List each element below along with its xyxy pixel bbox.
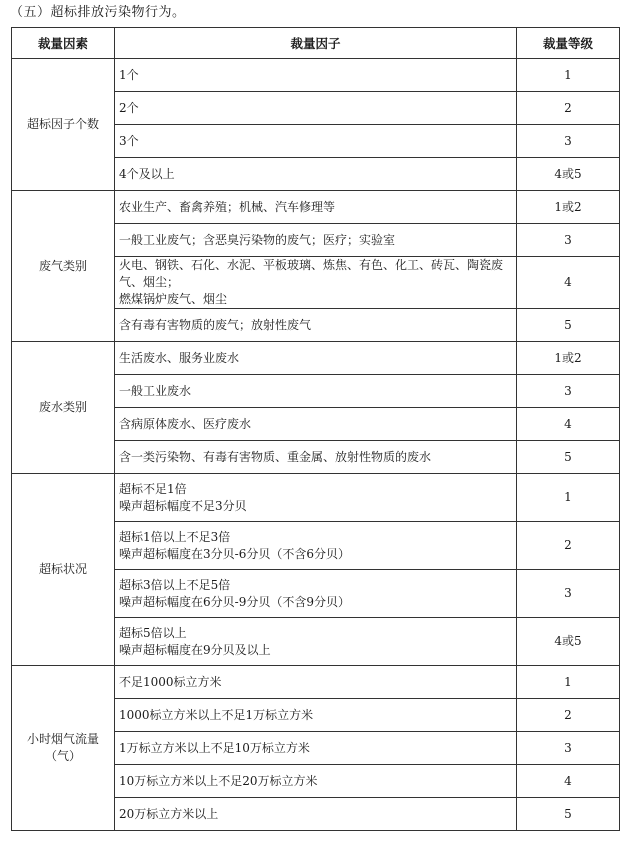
level-cell: 5 xyxy=(517,441,620,474)
factor-cell: 1个 xyxy=(115,59,517,92)
level-cell: 3 xyxy=(517,375,620,408)
factor-line: 超标3倍以上不足5倍 xyxy=(119,577,231,592)
factor-cell: 20万标立方米以上 xyxy=(115,798,517,831)
level-cell: 1或2 xyxy=(517,342,620,375)
factor-cell: 1万标立方米以上不足10万标立方米 xyxy=(115,732,517,765)
table-row xyxy=(12,474,620,522)
header-factor: 裁量因子 xyxy=(115,28,517,59)
factor-line: 燃煤锅炉废气、烟尘 xyxy=(119,292,228,306)
level-cell: 4 xyxy=(517,765,620,798)
level-cell: 3 xyxy=(517,125,620,158)
group-name-line: 小时烟气流量 xyxy=(26,732,99,746)
level-cell: 1或2 xyxy=(517,191,620,224)
factor-line: 超标不足1倍 xyxy=(119,481,187,496)
level-cell: 1 xyxy=(517,666,620,699)
factor-line: 噪声超标幅度在3分贝-6分贝（不含6分贝） xyxy=(119,546,350,561)
level-cell: 1 xyxy=(517,474,620,522)
level-cell: 3 xyxy=(517,570,620,618)
level-cell: 2 xyxy=(517,522,620,570)
factor-line: 超标1倍以上不足3倍 xyxy=(119,529,231,544)
level-cell: 1 xyxy=(517,59,620,92)
factor-cell: 含一类污染物、有毒有害物质、重金属、放射性物质的废水 xyxy=(115,441,517,474)
factor-line: 噪声超标幅度在6分贝-9分贝（不含9分贝） xyxy=(119,594,350,609)
factor-cell: 一般工业废气；含恶臭污染物的废气；医疗；实验室 xyxy=(115,224,517,257)
table-row xyxy=(12,191,620,224)
table-row xyxy=(12,59,620,92)
group-name-flue-gas-flow xyxy=(12,666,115,831)
table-row xyxy=(12,342,620,375)
factor-cell: 不足1000标立方米 xyxy=(115,666,517,699)
factor-cell: 生活废水、服务业废水 xyxy=(115,342,517,375)
factor-line: 超标5倍以上 xyxy=(119,625,187,640)
table-row xyxy=(12,666,620,699)
level-cell: 5 xyxy=(517,798,620,831)
level-cell: 5 xyxy=(517,309,620,342)
discretion-table xyxy=(11,27,620,831)
factor-line: 噪声超标幅度不足3分贝 xyxy=(119,498,247,513)
group-name-exceed-count: 超标因子个数 xyxy=(12,59,115,191)
factor-cell: 1000标立方米以上不足1万标立方米 xyxy=(115,699,517,732)
factor-line: 火电、钢铁、石化、水泥、平板玻璃、炼焦、有色、化工、砖瓦、陶瓷废气、烟尘； xyxy=(119,258,504,289)
level-cell: 2 xyxy=(517,699,620,732)
factor-line: 噪声超标幅度在9分贝及以上 xyxy=(119,642,271,657)
level-cell: 4或5 xyxy=(517,618,620,666)
factor-cell: 10万标立方米以上不足20万标立方米 xyxy=(115,765,517,798)
level-cell: 3 xyxy=(517,224,620,257)
factor-cell: 3个 xyxy=(115,125,517,158)
level-cell: 4 xyxy=(517,408,620,441)
level-cell: 4或5 xyxy=(517,158,620,191)
factor-cell xyxy=(115,570,517,618)
factor-cell xyxy=(115,522,517,570)
header-level: 裁量等级 xyxy=(517,28,620,59)
header-factor-category: 裁量因素 xyxy=(12,28,115,59)
factor-cell: 一般工业废水 xyxy=(115,375,517,408)
factor-cell: 含有毒有害物质的废气；放射性废气 xyxy=(115,309,517,342)
factor-cell: 农业生产、畜禽养殖；机械、汽车修理等 xyxy=(115,191,517,224)
factor-cell xyxy=(115,474,517,522)
group-name-wastewater-type: 废水类别 xyxy=(12,342,115,474)
factor-cell: 2个 xyxy=(115,92,517,125)
level-cell: 3 xyxy=(517,732,620,765)
factor-cell xyxy=(115,618,517,666)
level-cell: 4 xyxy=(517,257,620,309)
group-name-exceed-status: 超标状况 xyxy=(12,474,115,666)
level-cell: 2 xyxy=(517,92,620,125)
section-heading: （五）超标排放污染物行为。 xyxy=(10,5,186,20)
factor-cell: 4个及以上 xyxy=(115,158,517,191)
table-header-row xyxy=(12,28,620,59)
factor-cell: 含病原体废水、医疗废水 xyxy=(115,408,517,441)
factor-cell xyxy=(115,257,517,309)
group-name-line: （气） xyxy=(44,749,81,763)
group-name-exhaust-type: 废气类别 xyxy=(12,191,115,342)
